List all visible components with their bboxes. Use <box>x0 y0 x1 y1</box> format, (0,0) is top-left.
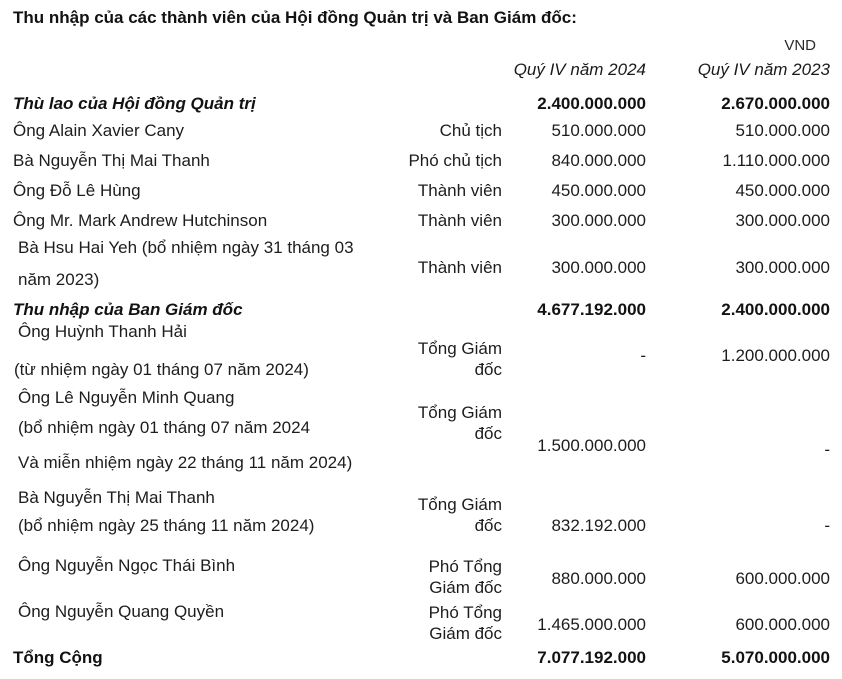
member-position: Thành viên <box>417 258 502 277</box>
member-name-line2: năm 2023) <box>18 270 100 289</box>
section-value-2023: 2.670.000.000 <box>721 94 830 113</box>
value-2024: 300.000.000 <box>551 211 646 230</box>
member-position <box>398 556 502 598</box>
value-2024: 880.000.000 <box>551 569 646 588</box>
member-name: Ông Nguyễn Ngọc Thái Bình <box>18 556 236 575</box>
section-label: Thù lao của Hội đồng Quản trị <box>13 94 256 113</box>
table-row <box>13 176 830 206</box>
member-position <box>398 488 502 556</box>
total-label: Tổng Cộng <box>13 648 103 667</box>
member-note: (bổ nhiệm ngày 25 tháng 11 năm 2024) <box>18 516 315 535</box>
value-2024: - <box>640 346 646 365</box>
member-name <box>13 236 398 300</box>
total-value-2023: 5.070.000.000 <box>721 648 830 667</box>
table-row <box>13 388 830 488</box>
section-position-spacer <box>398 94 502 116</box>
member-position-text: Phó Tổng Giám đốc <box>428 603 502 643</box>
member-name: Ông Alain Xavier Cany <box>13 121 185 140</box>
table-row <box>13 116 830 146</box>
table-row <box>13 556 830 602</box>
value-2023: 1.200.000.000 <box>721 346 830 365</box>
value-2023: 1.110.000.000 <box>722 151 830 170</box>
member-name: Ông Mr. Mark Andrew Hutchinson <box>13 211 268 230</box>
member-note2: Và miễn nhiệm ngày 22 tháng 11 năm 2024) <box>18 453 353 472</box>
total-value-2024: 7.077.192.000 <box>537 648 646 667</box>
member-name-line1: Ông Huỳnh Thanh Hải <box>18 322 187 341</box>
total-position-spacer <box>398 648 502 670</box>
value-2023: 600.000.000 <box>735 615 830 634</box>
member-position <box>398 322 502 388</box>
table-row <box>13 236 830 300</box>
value-2024: 840.000.000 <box>551 151 646 170</box>
member-position-text: Tổng Giám đốc <box>417 339 502 379</box>
member-name <box>13 488 398 556</box>
table-row <box>13 602 830 648</box>
total-row <box>13 648 830 670</box>
member-name <box>13 322 398 388</box>
header-spacer <box>13 60 398 82</box>
member-name-line1: Ông Lê Nguyễn Minh Quang <box>18 388 235 407</box>
value-2023: 510.000.000 <box>735 121 830 140</box>
table-row <box>13 146 830 176</box>
value-2024: 300.000.000 <box>551 258 646 277</box>
value-2023: - <box>824 440 830 459</box>
section-label: Thu nhập của Ban Giám đốc <box>13 300 243 319</box>
member-note: (bổ nhiệm ngày 01 tháng 07 năm 2024 <box>18 418 311 437</box>
table-header-row <box>13 60 830 82</box>
member-name-line1: Bà Nguyễn Thị Mai Thanh <box>18 488 215 507</box>
member-position <box>398 388 502 488</box>
value-2023: 600.000.000 <box>735 569 830 588</box>
table-row <box>13 322 830 388</box>
member-name <box>13 388 398 488</box>
member-note: (từ nhiệm ngày 01 tháng 07 năm 2024) <box>14 360 309 379</box>
member-name: Ông Đỗ Lê Hùng <box>13 181 141 200</box>
member-position: Chủ tịch <box>439 121 502 140</box>
section-value-2023: 2.400.000.000 <box>721 300 830 319</box>
member-position-text: Tổng Giám đốc <box>417 403 502 443</box>
member-position-text: Phó Tổng Giám đốc <box>428 557 502 597</box>
member-name: Ông Nguyễn Quang Quyền <box>18 602 225 621</box>
value-2023: 450.000.000 <box>735 181 830 200</box>
section-value-2024: 4.677.192.000 <box>537 300 646 319</box>
table-row <box>13 488 830 556</box>
value-2024: 510.000.000 <box>551 121 646 140</box>
value-2024: 832.192.000 <box>551 516 646 535</box>
value-2024: 1.465.000.000 <box>537 615 646 634</box>
member-name-line1: Bà Hsu Hai Yeh (bổ nhiệm ngày 31 tháng 03 <box>18 238 354 257</box>
value-2024: 1.500.000.000 <box>537 436 646 455</box>
value-2023: 300.000.000 <box>735 211 830 230</box>
member-position: Thành viên <box>417 211 502 230</box>
column-header-2023: Quý IV năm 2023 <box>697 60 830 79</box>
page-title: Thu nhập của các thành viên của Hội đồng Quản trị và Ban Giám đốc: <box>13 8 577 27</box>
section-position-spacer <box>398 300 502 322</box>
currency-label: VND <box>784 37 816 54</box>
member-position <box>398 602 502 644</box>
table-row <box>13 206 830 236</box>
value-2023: - <box>824 516 830 535</box>
value-2023: 300.000.000 <box>735 258 830 277</box>
section-value-2024: 2.400.000.000 <box>537 94 646 113</box>
header-spacer <box>398 60 502 82</box>
member-position: Thành viên <box>417 181 502 200</box>
member-position: Phó chủ tịch <box>408 151 502 170</box>
section-row-hdqt <box>13 94 830 116</box>
member-name: Bà Nguyễn Thị Mai Thanh <box>13 151 210 170</box>
column-header-2024: Quý IV năm 2024 <box>513 60 646 79</box>
member-position-text: Tổng Giám đốc <box>417 495 502 535</box>
section-row-bgd <box>13 300 830 322</box>
value-2024: 450.000.000 <box>551 181 646 200</box>
